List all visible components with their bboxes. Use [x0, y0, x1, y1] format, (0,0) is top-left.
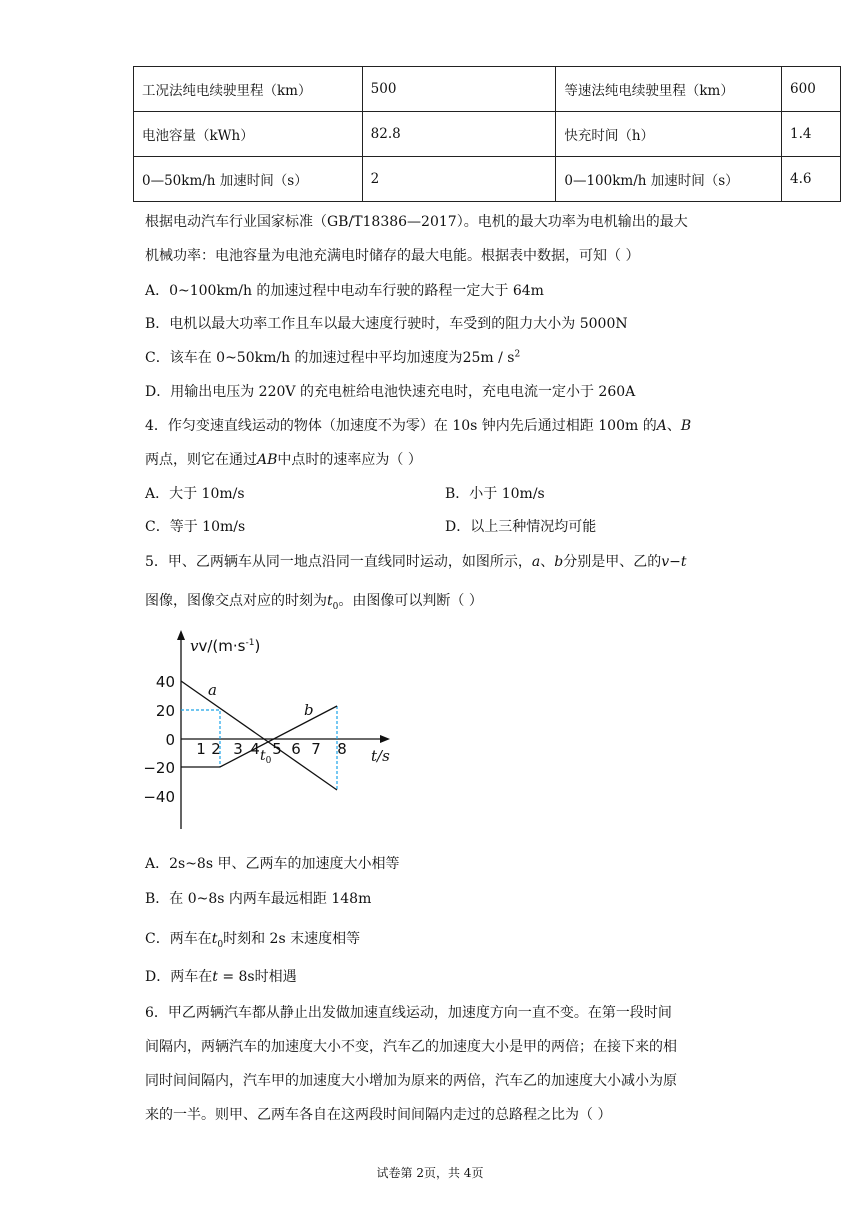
- q5-option-b: B．在 0~8s 内两车最远相距 148m: [145, 891, 372, 907]
- table-row: [134, 112, 841, 157]
- q5-option-c-text: C．两车在: [145, 931, 212, 947]
- q6-line-1: 6．甲乙两辆汽车都从静止出发做加速直线运动，加速度方向一直不变。在第一段时间: [145, 1005, 672, 1021]
- x-tick-label: 6: [291, 740, 301, 758]
- q5-option-c: [145, 928, 360, 950]
- q3-text-line-1: 根据电动汽车行业国家标准（GB/T18386—2017）。电机的最大功率为电机输出的最大: [145, 214, 688, 230]
- x-tick-label: 5: [272, 740, 282, 758]
- x-tick-label: 4: [250, 740, 260, 758]
- q6-line-3: 同时间间隔内，汽车甲的加速度大小增加为原来的两倍，汽车乙的加速度大小减小为原: [145, 1073, 677, 1089]
- q3-option-c: [145, 347, 520, 367]
- vt-graph: [140, 628, 400, 833]
- table-cell: 电池容量（kWh）: [134, 112, 363, 157]
- q6-line-4: 来的一半。则甲、乙两车各自在这两段时间间隔内走过的总路程之比为（ ）: [145, 1107, 612, 1123]
- q3-option-c-exponent: 2: [514, 349, 521, 360]
- y-axis-arrow: [177, 630, 185, 640]
- q4-stem-text: 4．作匀变速直线运动的物体（加速度不为零）在 10s 钟内先后通过相距 100m 的: [145, 418, 657, 434]
- table-cell: 快充时间（h）: [556, 112, 782, 157]
- x-tick-label: 8: [337, 740, 347, 758]
- q4-segment-ab: AB: [257, 452, 278, 468]
- q5-label-a: a: [531, 554, 541, 570]
- page-footer: 试卷第 2页，共 4页: [376, 1166, 484, 1180]
- x-tick-label: 3: [233, 740, 243, 758]
- q4-option-a: A．大于 10m/s: [145, 486, 245, 502]
- y-tick-label: 20: [155, 702, 175, 720]
- q4-separator: 、: [666, 418, 681, 434]
- q5-separator: 、: [540, 554, 555, 570]
- q4-point-a: A: [656, 418, 667, 434]
- table-cell: 500: [362, 67, 556, 112]
- x-axis-label: t/s: [371, 747, 390, 765]
- q5-option-c-text-2: 时刻和 2s 末速度相等: [223, 931, 361, 947]
- table-cell: 0—50km/h 加速时间（s）: [134, 157, 363, 202]
- q3-option-a: A．0~100km/h 的加速过程中电动车行驶的路程一定大于 64m: [145, 283, 544, 299]
- q4-option-c: C．等于 10m/s: [145, 519, 246, 535]
- y-axis-label: $vv/(m\cdot s^{-1})$: [190, 637, 261, 655]
- q3-option-c-value: 25m / s: [462, 350, 515, 366]
- table-cell: 0—100km/h 加速时间（s）: [556, 157, 782, 202]
- q6-line-2: 间隔内，两辆汽车的加速度大小不变，汽车乙的加速度大小是甲的两倍；在接下来的相: [145, 1039, 677, 1055]
- x-tick-label: 1: [196, 740, 206, 758]
- q4-point-b: B: [680, 418, 692, 434]
- q5-option-d-t: t: [212, 969, 218, 985]
- line-a-label: a: [208, 681, 217, 699]
- q5-option-d-text-2: 时相遇: [254, 969, 297, 985]
- table-cell: 1.4: [782, 112, 841, 157]
- table-cell: 2: [362, 157, 556, 202]
- line-a: [181, 681, 337, 790]
- q4-option-b: B．小于 10m/s: [445, 486, 545, 502]
- x-axis-arrow: [380, 735, 390, 743]
- table-cell: 82.8: [362, 112, 556, 157]
- y-tick-label: −20: [143, 759, 175, 777]
- q3-option-d: D．用输出电压为 220V 的充电桩给电池快速充电时，充电电流一定小于 260A: [145, 384, 636, 400]
- x-tick-label: 2: [211, 740, 221, 758]
- q5-stem-line-2: [145, 590, 483, 612]
- q5-vt: v−t: [661, 554, 687, 570]
- q5-stem-text-4: 。由图像可以判断（ ）: [338, 593, 483, 609]
- q5-option-d-eq: = 8s: [217, 969, 255, 985]
- q5-option-c-t0-sub: 0: [217, 939, 224, 950]
- q4-option-d: D．以上三种情况均可能: [445, 519, 597, 535]
- x-tick-label: 7: [311, 740, 321, 758]
- y-tick-label: 40: [155, 673, 175, 691]
- q5-option-d-text: D．两车在: [145, 969, 213, 985]
- line-b-label: b: [304, 701, 314, 719]
- q3-option-b: B．电机以最大功率工作且车以最大速度行驶时，车受到的阻力大小为 5000N: [145, 316, 628, 332]
- q5-stem-text: 5．甲、乙两辆车从同一地点沿同一直线同时运动，如图所示，: [145, 554, 532, 570]
- q4-stem-text-3: 中点时的速率应为（ ）: [277, 452, 422, 468]
- y-tick-label: −40: [143, 788, 175, 806]
- q3-text-line-2: 机械功率：电池容量为电池充满电时储存的最大电能。根据表中数据，可知（ ）: [145, 248, 640, 264]
- y-tick-label: 0: [165, 731, 175, 749]
- q5-t0-sub: 0: [332, 601, 339, 612]
- t0-label: $t_0$: [260, 748, 272, 766]
- q4-stem-text-2: 两点，则它在通过: [145, 452, 257, 468]
- table-cell: 4.6: [782, 157, 841, 202]
- q5-option-a: A．2s~8s 甲、乙两车的加速度大小相等: [145, 856, 400, 872]
- spec-table: [133, 66, 841, 202]
- q5-t0: t: [327, 593, 333, 609]
- q5-option-d: [145, 966, 297, 986]
- q5-option-c-t0: t: [211, 931, 218, 947]
- table-cell: 600: [782, 67, 841, 112]
- table-cell: 等速法纯电续驶里程（km）: [556, 67, 782, 112]
- table-row: [134, 67, 841, 112]
- table-cell: 工况法纯电续驶里程（km）: [134, 67, 363, 112]
- table-row: [134, 157, 841, 202]
- q4-stem-line-2: [145, 449, 422, 469]
- q4-stem-line-1: [145, 415, 691, 435]
- q5-stem-line-1: [145, 551, 687, 571]
- q5-stem-text-3: 图像，图像交点对应的时刻为: [145, 593, 327, 609]
- q3-option-c-text: C．该车在 0~50km/h 的加速过程中平均加速度为: [145, 350, 463, 366]
- q5-label-b: b: [554, 554, 564, 570]
- q5-stem-text-2: 分别是甲、乙的: [563, 554, 662, 570]
